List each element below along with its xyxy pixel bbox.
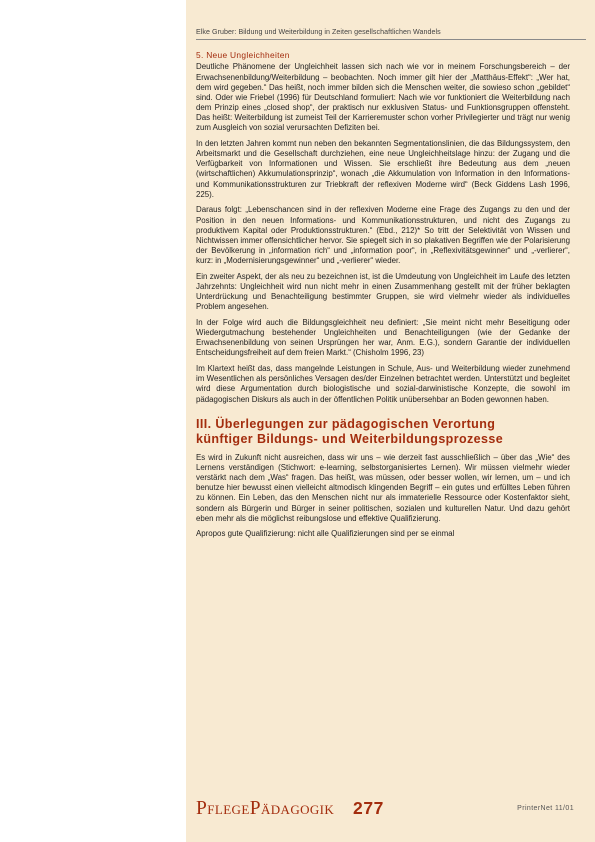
page-footer <box>196 798 574 818</box>
left-margin <box>0 0 186 842</box>
page-number: 277 <box>353 798 384 818</box>
chapter-heading <box>196 417 570 447</box>
paragraph: Daraus folgt: „Lebenschancen sind in der reflexiven Moderne eine Frage des Zugangs zu den und der Position in den neuen Informations- und Kommunikationsstrukturen, und nicht des Zugangs zu produktivem Kapital oder Produktionsstrukturen.“ (Ebd., 212)* So tritt der Selektivität von Wissen und Nichtwissen immer offensichtlicher hervor. Sie spiegelt sich in so plakativen Begriffen wie der Polarisierung der Bevölkerung in „information rich“ und „information poor“, in „Reflexivitätsgewinner“ und „-verlierer“, kurz: in „Modernisierungsgewinner“ und „-verlierer“ wieder. <box>196 205 570 266</box>
paragraph: Deutliche Phänomene der Ungleichheit lassen sich nach wie vor in meinem Forschungsbereich – der Erwachsenenbildung/Weiterbildung – beobachten. Noch immer gilt hier der „Matthäus-Effekt“: „Wer hat, dem wird gegeben.“ Das heißt, noch immer bilden sich die Menschen weiter, die sowieso schon „gebildet“ sind. Oder wie Friebel (1996) für Deutschland formuliert: Nach wie vor funktioniert die Weiterbildung nach dem Prinzip eines „closed shop“, der praktisch nur exklusiven Status- und Funktionsgruppen offensteht. Das heißt: Weiterbildung ist zumeist Teil der Karrieremuster schon vorher Privilegierter und trägt nur wenig zum Ausgleich von sozial verursachten Defiziten bei. <box>196 62 570 133</box>
article-body <box>196 50 570 545</box>
paragraph: Es wird in Zukunft nicht ausreichen, dass wir uns – wie derzeit fast ausschließlich – über das „Wie“ des Lernens verständigen (Stichwort: e-learning, selbstorganisiertes Lernen). Wir müssen vielmehr wieder verstärkt nach dem „Was“ fragen. Das heißt, was müssen, oder besser wollen, wir lernen, um – und ich benutze hier bewusst einen vielleicht altmodisch klingenden Begriff – ein gutes und erfülltes Leben führen zu können. Ein Leben, das den Menschen nicht nur als immaterielle Ressource oder Kostenfaktor sieht, sondern als Bürgerin und Bürger in seiner politischen, sozialen und kulturellen Natur. Und dazu gehört eben mehr als die möglichst reibungslose und effektive Qualifizierung. <box>196 452 570 523</box>
section-heading-neue-ungleichheiten: 5. Neue Ungleichheiten <box>196 50 290 60</box>
issue-label: PrinterNet 11/01 <box>517 805 574 812</box>
chapter-heading-line-2: künftiger Bildungs- und Weiterbildungsprozesse <box>196 431 504 446</box>
paragraph: Ein zweiter Aspekt, der als neu zu bezeichnen ist, ist die Umdeutung von Ungleichheit im Laufe des letzten Jahrzehnts: Ungleichheit wird nun nicht mehr in einen Zusammenhang gestellt mit der früher beklagten Unterdrückung und Benachteiligung bestimmter Gruppen, sie wird vielmehr wieder als individuelles Problem angesehen. <box>196 271 570 312</box>
paragraph: Apropos gute Qualifizierung: nicht alle Qualifizierungen sind per se einmal <box>196 529 455 539</box>
paragraph: In der Folge wird auch die Bildungsgleichheit neu definiert: „Sie meint nicht mehr Beseitigung oder Wiedergutmachung bestehender Ungleichheiten und Benachteiligungen (wie der Gedanke der Erwachsenenbildung von seinen Ursprüngen her war, Anm. E.G.), sondern Garantie der individuellen Entscheidungsfreiheit auf dem freien Markt.“ (Chisholm 1996, 23) <box>196 318 570 358</box>
journal-title: PFLEGEPÄDAGOGIK <box>196 798 335 819</box>
paragraph: In den letzten Jahren kommt nun neben den bekannten Segmentationslinien, die das Bildungssystem, den Arbeitsmarkt und die Gesellschaft durchziehen, eine neue Ungleichheitslage hinzu: der Zugang und die Verfügbarkeit von Informationen und Wissen. Sie erschließt ihre Bedeutung aus dem „neuen (wirtschaftlichen) Akkumulationsprinzip“, wonach „die Akkumulation von Information in den Informations- und Kommunikationsstrukturen zur Triebkraft der reflexiven Moderne wird“ (Beck Giddens Lash 1996, 225). <box>196 139 570 199</box>
chapter-heading-line-1: III. Überlegungen zur pädagogischen Verortung <box>196 416 496 431</box>
running-header: Elke Gruber: Bildung und Weiterbildung in Zeiten gesellschaftlichen Wandels <box>196 28 586 40</box>
paragraph: Im Klartext heißt das, dass mangelnde Leistungen in Schule, Aus- und Weiterbildung wieder zunehmend im Wesentlichen als persönliches Versagen des/der Einzelnen betrachtet werden. Unterstützt und begleitet wird diese Argumentation durch biologistische und sozial-darwinistische Konzepte, die sowohl im pädagogischen Diskurs als auch in der öffentlichen Politik unübersehbar an Boden gewonnen haben. <box>196 364 570 404</box>
